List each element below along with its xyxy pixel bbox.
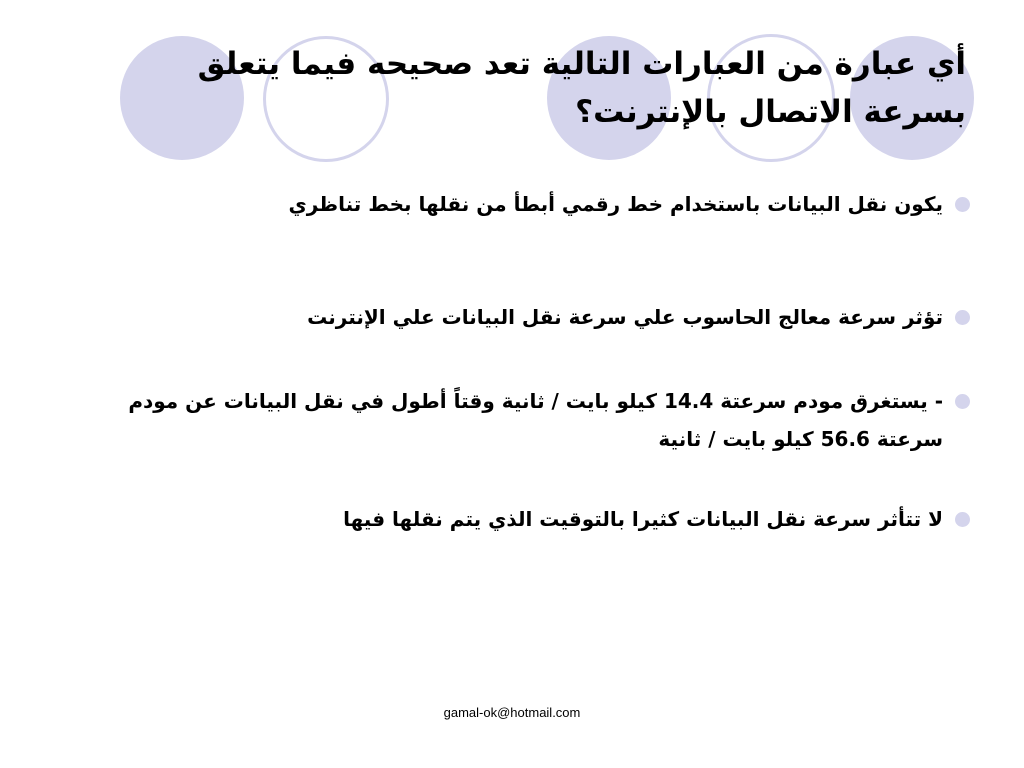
bullet-text: لا تتأثر سرعة نقل البيانات كثيرا بالتوقيت الذي يتم نقلها فيها — [343, 507, 943, 531]
bullet-item — [170, 298, 970, 336]
bullet-text: يكون نقل البيانات باستخدام خط رقمي أبطأ من نقلها بخط تناظري — [288, 192, 943, 216]
bullet-item — [250, 500, 970, 538]
bullet-item — [210, 185, 970, 223]
bullet-item — [70, 382, 970, 458]
bullet-dot-icon — [955, 512, 970, 527]
bullet-text: - يستغرق مودم سرعتة 14.4 كيلو بايت / ثانية وقتاً أطول في نقل البيانات عن مودم سرعتة 56.6 كيلو بايت / ثانية — [128, 389, 943, 451]
bullet-dot-icon — [955, 310, 970, 325]
footer-email: gamal-ok@hotmail.com — [443, 705, 581, 720]
bullet-text: تؤثر سرعة معالج الحاسوب علي سرعة نقل البيانات علي الإنترنت — [307, 305, 943, 329]
bullet-dot-icon — [955, 197, 970, 212]
bullet-dot-icon — [955, 394, 970, 409]
slide-title: أي عبارة من العبارات التالية تعد صحيحه فيما يتعلق بسرعة الاتصال بالإنترنت؟ — [197, 46, 966, 130]
